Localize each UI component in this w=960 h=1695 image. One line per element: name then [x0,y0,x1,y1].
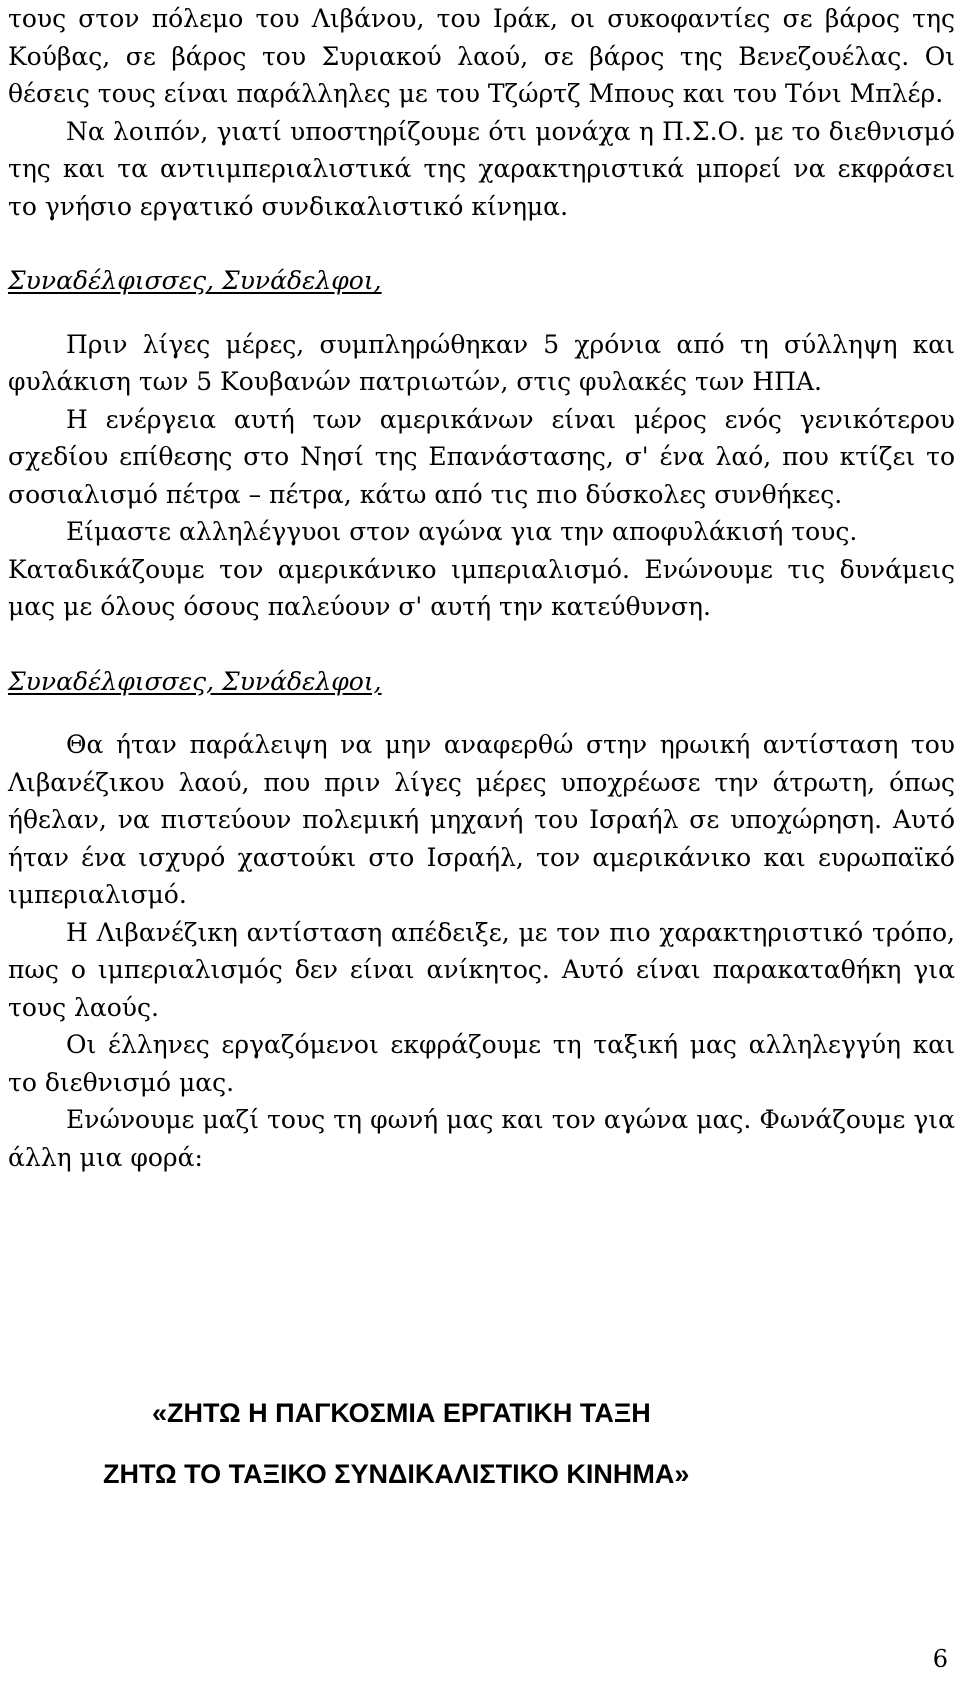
section-heading-1: Συναδέλφισσες, Συνάδελφοι, [8,266,382,295]
paragraph-cuban-3: Είμαστε αλληλέγγυοι στον αγώνα για την αποφυλάκισή τους. [66,517,858,546]
slogan-line-2: ΖΗΤΩ ΤΟ ΤΑΞΙΚΟ ΣΥΝΔΙΚΑΛΙΣΤΙΚΟ ΚΙΝΗΜΑ» [103,1459,690,1489]
slogan-line-1: «ΖΗΤΩ Η ΠΑΓΚΟΣΜΙΑ ΕΡΓΑΤΙΚΗ ΤΑΞΗ [152,1398,651,1428]
section-heading-2: Συναδέλφισσες, Συνάδελφοι, [8,666,382,696]
paragraph-psodi: Να λοιπόν, γιατί υποστηρίζουμε ότι μονάχα η Π.Σ.Ο. με το διεθνισμό της και τα αντιιμπεριαλιστικά της χαρακτηριστικά μπορεί να εκφράσει το γνήσιο εργατικό συνδικαλιστικό κίνημα. [8,116,955,221]
paragraph-intro: τους στον πόλεμο του Λιβάνου, του Ιράκ, οι συκοφαντίες σε βάρος της Κούβας, σε βάρος του Συριακού λαού, σε βάρος της Βενεζουέλας. Οι θέσεις τους είναι παράλληλες με του Τζώρτζ Μπους και του Τόνι Μπλέρ. [8,4,955,108]
document-body [8,0,955,1176]
paragraph-cuban-4: Καταδικάζουμε τον αμερικάνικο ιμπεριαλισμό. Ενώνουμε τις δυνάμεις μας με όλους όσους παλεύουν σ' αυτή την κατεύθυνση. [8,554,955,621]
paragraph-cuban-2: Η ενέργεια αυτή των αμερικάνων είναι μέρος ενός γενικότερου σχεδίου επίθεσης στο Νησί της Επανάστασης, σ' ένα λαό, που κτίζει το σοσιαλισμό πέτρα – πέτρα, κάτω από τις πιο δύσκολες συνθήκες. [8,404,955,509]
paragraph-lebanon-3: Οι έλληνες εργαζόμενοι εκφράζουμε τη ταξική μας αλληλεγγύη και το διεθνισμό μας. [8,1030,955,1097]
paragraph-cuban-1: Πριν λίγες μέρες, συμπληρώθηκαν 5 χρόνια από τη σύλληψη και φυλάκιση των 5 Κουβανών πατριωτών, στις φυλακές των ΗΠΑ. [8,329,955,396]
paragraph-lebanon-2: Η Λιβανέζικη αντίσταση απέδειξε, με τον πιο χαρακτηριστικό τρόπο, πως ο ιμπεριαλισμός δεν είναι ανίκητος. Αυτό είναι παρακαταθήκη για τους λαούς. [8,917,955,1022]
paragraph-lebanon-1: Θα ήταν παράλειψη να μην αναφερθώ στην ηρωική αντίσταση του Λιβανέζικου λαού, που πριν λίγες μέρες υποχρέωσε την άτρωτη, όπως ήθελαν, να πιστεύουν πολεμική μηχανή του Ισραήλ σε υποχώρηση. Αυτό ήταν ένα ισχυρό χαστούκι στο Ισραήλ, τον αμερικάνικο και ευρωπαϊκό ιμπεριαλισμό. [8,730,955,909]
page-number: 6 [932,1645,948,1673]
paragraph-lebanon-4: Ενώνουμε μαζί τους τη φωνή μας και τον αγώνα μας. Φωνάζουμε για άλλη μια φορά: [8,1105,955,1172]
